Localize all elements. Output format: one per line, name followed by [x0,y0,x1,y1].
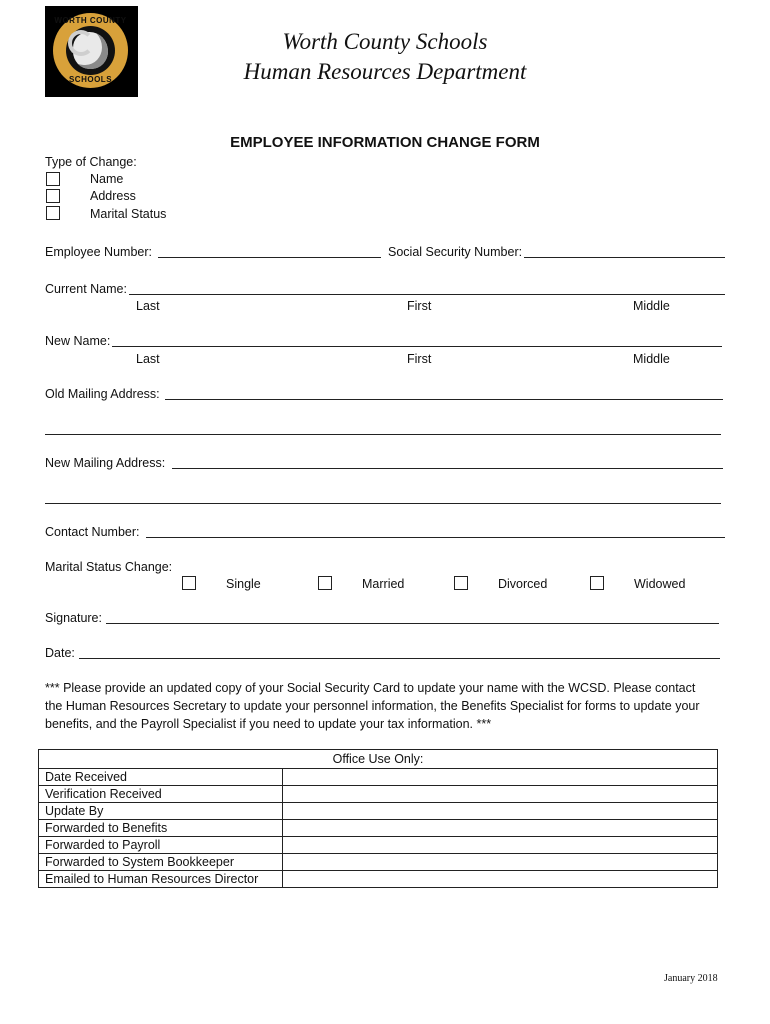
option-marital-status: Marital Status [90,207,167,221]
current-name-last: Last [136,299,160,313]
option-address: Address [90,189,136,203]
current-name-label: Current Name: [45,282,127,296]
office-row-value[interactable] [283,786,718,803]
new-name-first: First [407,352,432,366]
table-row [39,820,718,837]
old-mailing-field-2[interactable] [45,434,721,435]
old-mailing-field-1[interactable] [165,399,723,400]
footer-date: January 2018 [664,973,718,984]
type-of-change-label: Type of Change: [45,155,137,169]
office-row-value[interactable] [283,820,718,837]
current-name-field[interactable] [129,294,725,295]
note-line-3: benefits, and the Payroll Specialist if you need to update your tax information. *** [45,717,492,731]
marital-change-label: Marital Status Change: [45,560,173,574]
form-title: EMPLOYEE INFORMATION CHANGE FORM [230,134,540,151]
checkbox-address[interactable] [46,189,60,203]
employee-number-label: Employee Number: [45,245,152,259]
office-row-value[interactable] [283,837,718,854]
office-row-label: Forwarded to Payroll [39,837,283,854]
option-single: Single [226,577,261,591]
table-row [39,854,718,871]
date-label: Date: [45,646,75,660]
option-married: Married [362,577,405,591]
office-row-value[interactable] [283,854,718,871]
table-row [39,786,718,803]
checkbox-widowed[interactable] [590,576,604,590]
new-name-last: Last [136,352,160,366]
office-row-label: Date Received [39,769,283,786]
office-row-label: Update By [39,803,283,820]
office-row-label: Forwarded to System Bookkeeper [39,854,283,871]
note-line-1: *** Please provide an updated copy of your Social Security Card to update your name with the WCSD. Please contact [45,681,696,695]
table-row [39,803,718,820]
checkbox-name[interactable] [46,172,60,186]
contact-number-field[interactable] [146,537,725,538]
employee-number-field[interactable] [158,257,381,258]
department-name: Human Resources Department [243,59,527,84]
ssn-label: Social Security Number: [388,245,523,259]
current-name-first: First [407,299,432,313]
checkbox-married[interactable] [318,576,332,590]
office-row-value[interactable] [283,769,718,786]
new-name-label: New Name: [45,334,111,348]
signature-field[interactable] [106,623,719,624]
option-name: Name [90,172,124,186]
org-name: Worth County Schools [282,29,488,54]
office-use-header: Office Use Only: [39,750,718,769]
table-row [39,769,718,786]
table-row [39,837,718,854]
checkbox-single[interactable] [182,576,196,590]
contact-number-label: Contact Number: [45,525,140,539]
office-row-label: Verification Received [39,786,283,803]
logo-text-bottom: SCHOOLS [68,75,113,84]
date-field[interactable] [79,658,720,659]
new-name-middle: Middle [633,352,670,366]
new-mailing-field-2[interactable] [45,503,721,504]
table-row [39,871,718,888]
new-mailing-label: New Mailing Address: [45,456,166,470]
office-row-value[interactable] [283,871,718,888]
office-row-label: Emailed to Human Resources Director [39,871,283,888]
checkbox-divorced[interactable] [454,576,468,590]
ssn-field[interactable] [524,257,725,258]
logo-text-top: WORTH COUNTY [54,16,127,25]
option-widowed: Widowed [634,577,686,591]
office-row-value[interactable] [283,803,718,820]
signature-label: Signature: [45,611,102,625]
office-row-label: Forwarded to Benefits [39,820,283,837]
checkbox-marital-status[interactable] [46,206,60,220]
note-line-2: the Human Resources Secretary to update your personnel information, the Benefits Specialist for forms to update your [45,699,700,713]
new-name-field[interactable] [112,346,722,347]
current-name-middle: Middle [633,299,670,313]
old-mailing-label: Old Mailing Address: [45,387,160,401]
option-divorced: Divorced [498,577,548,591]
office-use-table [38,749,718,888]
new-mailing-field-1[interactable] [172,468,723,469]
